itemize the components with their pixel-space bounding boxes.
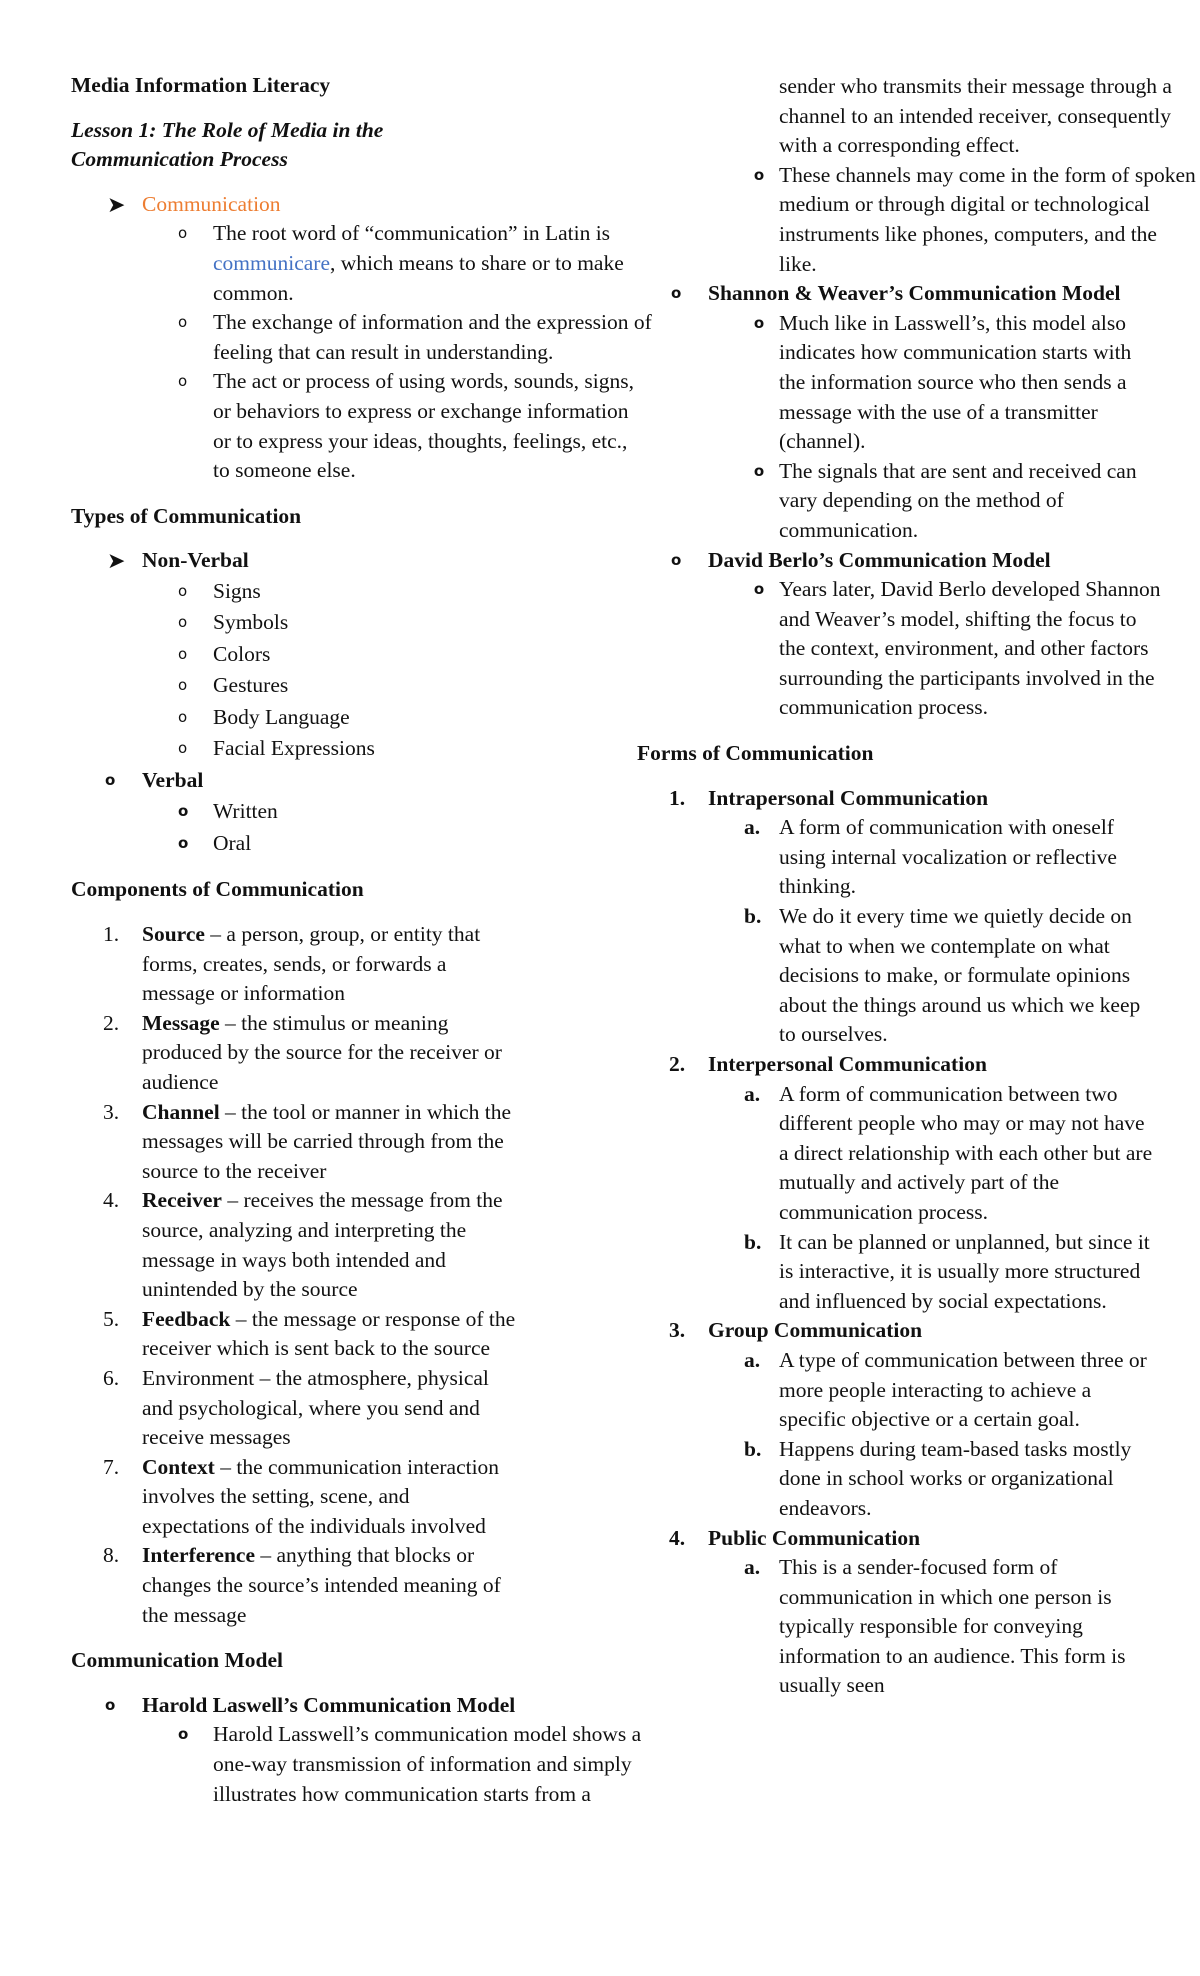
def2-text: The exchange of information and the expression of feeling that can result in understanding. (213, 310, 652, 364)
verbal-label: Verbal (142, 767, 204, 792)
component-desc: – a person, group, or entity that forms, creates, sends, or forwards a message or information (142, 922, 481, 1006)
circle-bullet-icon: o (178, 613, 188, 632)
circle-bullet-icon: o (753, 313, 765, 332)
component-term: Source (142, 922, 205, 946)
component-item (71, 1364, 522, 1453)
form-subitem-letter: a. (744, 815, 761, 840)
component-number: 4. (103, 1188, 120, 1213)
component-number: 5. (103, 1306, 120, 1331)
form-subitem-text: It can be planned or unplanned, but since it is interactive, it is usually more structured and influenced by social expectations. (779, 1229, 1150, 1313)
laswell-text-1-cont-body: sender who transmits their message through a channel to an intended receiver, consequently with a corresponding effect. (779, 74, 1172, 158)
component-item (71, 1186, 522, 1304)
form-subitem-text: A form of communication with oneself using internal vocalization or reflective thinking. (779, 815, 1117, 899)
component-desc: – the communication interaction involves the setting, scene, and expectations of the individuals involved (142, 1454, 500, 1538)
form-subitem (637, 902, 1159, 1050)
form-subitem-text: A form of communication between two different people who may or may not have a direct relationship with each other but are mutually and actively part of the communication process. (779, 1081, 1153, 1224)
communication-def-1 (71, 219, 653, 308)
component-desc: – receives the message from the source, analyzing and interpreting the message in ways both intended and unintended by the source (142, 1188, 503, 1302)
nonverbal-bullet (71, 546, 591, 576)
shannon-bullet (637, 279, 1128, 309)
form-label: Interpersonal Communication (708, 1052, 987, 1076)
shannon-text-1 (637, 309, 1159, 457)
berlo-label: David Berlo’s Communication Model (708, 547, 1051, 572)
circle-bullet-icon: o (178, 581, 188, 600)
component-item (71, 1009, 522, 1098)
circle-bullet-icon: o (178, 313, 188, 332)
document-title: Media Information Literacy (71, 73, 331, 97)
component-desc: – the tool or manner in which the messages will be carried through from the source to the receiver (142, 1099, 512, 1183)
laswell-text-2 (637, 161, 1199, 279)
communication-def-3 (71, 367, 643, 485)
laswell-text-1-cont (637, 72, 1199, 161)
component-number: 3. (103, 1099, 120, 1124)
form-number: 4. (669, 1525, 686, 1550)
model-heading: Communication Model (71, 1648, 284, 1673)
list-item (71, 733, 591, 765)
arrowhead-bullet-icon: ➤ (107, 548, 126, 574)
form-number: 1. (669, 785, 686, 810)
shannon-label: Shannon & Weaver’s Communication Model (708, 281, 1121, 306)
form-number: 2. (669, 1052, 686, 1076)
list-item (71, 796, 591, 828)
form-label: Intrapersonal Communication (708, 785, 989, 810)
form-subitem (637, 1346, 1159, 1435)
components-list (71, 920, 591, 1630)
component-desc: Environment – the atmosphere, physical and psychological, where you send and receive messages (142, 1365, 489, 1450)
component-term: Message (142, 1010, 220, 1035)
list-item-label: Signs (213, 578, 261, 603)
def1-text-a: The root word of “communication” in Latin is (213, 221, 611, 246)
form-subitem-text: This is a sender-focused form of communication in which one person is typically responsible for conveying information to an audience. This form is usually seen (779, 1555, 1126, 1698)
form-subitem-letter: b. (744, 1229, 762, 1254)
component-number: 6. (103, 1365, 120, 1390)
component-desc: – the message or response of the receiver which is sent back to the source (142, 1306, 516, 1361)
component-number: 7. (103, 1454, 120, 1479)
forms-list (637, 784, 1157, 1701)
form-item (637, 784, 1157, 814)
form-subitem-letter: a. (744, 1555, 761, 1580)
circle-bullet-icon: o (178, 802, 189, 821)
def3-text: The act or process of using words, sounds, signs, or behaviors to express or exchange information or to express your ideas, thoughts, feelings, etc., to someone else. (213, 369, 634, 483)
component-item (71, 920, 522, 1009)
laswell-bullet (71, 1691, 591, 1721)
shannon-text-2-body: The signals that are sent and received can vary depending on the method of communication. (779, 458, 1137, 542)
form-number: 3. (669, 1318, 686, 1343)
form-subitem-letter: b. (744, 1436, 762, 1461)
form-subitem-text: We do it every time we quietly decide on what to when we contemplate on what decisions to make, or formulate opinions about the things around us which we keep to ourselves. (779, 904, 1141, 1047)
form-subitem (637, 1435, 1159, 1524)
latin-word: communicare (213, 250, 331, 275)
shannon-text-2 (637, 457, 1159, 546)
circle-bullet-icon: o (753, 580, 765, 599)
berlo-text-1 (637, 575, 1164, 723)
list-item-label: Gestures (213, 673, 289, 698)
berlo-bullet (637, 546, 1157, 576)
circle-bullet-icon: o (178, 739, 188, 758)
circle-bullet-icon: o (178, 644, 188, 663)
form-subitem (637, 1228, 1159, 1317)
list-item (71, 670, 591, 702)
list-item-label: Colors (213, 641, 271, 666)
form-label: Public Communication (708, 1525, 921, 1550)
circle-bullet-icon: o (178, 224, 188, 243)
form-subitem-text: A type of communication between three or more people interacting to achieve a specific objective or a certain goal. (779, 1347, 1147, 1432)
circle-bullet-icon: o (178, 372, 188, 391)
form-subitem (637, 1080, 1159, 1228)
form-subitem-letter: a. (744, 1347, 761, 1372)
list-item (71, 828, 591, 860)
list-item-label: Body Language (213, 704, 350, 729)
forms-heading: Forms of Communication (637, 741, 874, 766)
types-heading: Types of Communication (71, 503, 302, 528)
circle-bullet-icon: o (178, 707, 188, 726)
form-subitem (637, 1553, 1159, 1701)
list-item (71, 576, 591, 608)
laswell-label: Harold Laswell’s Communication Model (142, 1692, 516, 1717)
component-term: Context (142, 1454, 215, 1479)
communication-label: Communication (142, 191, 281, 216)
component-term: Interference (142, 1543, 256, 1568)
circle-bullet-icon: o (753, 461, 765, 480)
circle-bullet-icon: o (671, 284, 682, 303)
list-item-label: Oral (213, 830, 252, 855)
verbal-list (71, 796, 591, 859)
component-number: 2. (103, 1010, 120, 1035)
communication-bullet (71, 190, 591, 220)
shannon-text-1-body: Much like in Lasswell’s, this model also indicates how communication starts with the information source who then sends a message with the use of a transmitter (channel). (779, 310, 1132, 454)
arrowhead-bullet-icon: ➤ (107, 191, 126, 217)
laswell-text-2-body: These channels may come in the form of spoken medium or through digital or technological instruments like phones, computers, and the like. (779, 162, 1196, 276)
laswell-text-1-body: Harold Lasswell’s communication model shows a one-way transmission of information and simply illustrates how communication starts from a (213, 1722, 642, 1806)
verbal-bullet (71, 765, 591, 797)
component-item (71, 1098, 522, 1187)
form-label: Group Communication (708, 1318, 923, 1343)
form-item (637, 1316, 1157, 1346)
list-item-label: Facial Expressions (213, 736, 375, 761)
circle-bullet-icon: o (105, 1695, 116, 1714)
components-heading: Components of Communication (71, 877, 364, 902)
component-term: Feedback (142, 1306, 231, 1331)
component-desc: – the stimulus or meaning produced by the source for the receiver or audience (142, 1010, 502, 1094)
component-term: Channel (142, 1099, 220, 1124)
berlo-text-1-body: Years later, David Berlo developed Shannon and Weaver’s model, shifting the focus to the context, environment, and other factors surrounding the participants involved in the communication process. (779, 577, 1161, 720)
circle-bullet-icon: o (178, 833, 189, 852)
list-item-label: Symbols (213, 610, 289, 635)
circle-bullet-icon: o (178, 1725, 189, 1744)
form-subitem-text: Happens during team-based tasks mostly done in school works or organizational endeavors. (779, 1436, 1132, 1520)
form-item (637, 1524, 1157, 1554)
def1-text-c: , which means to share or to make common. (213, 250, 624, 305)
circle-bullet-icon: o (178, 676, 188, 695)
circle-bullet-icon: o (671, 550, 682, 569)
communication-def-2 (71, 308, 653, 367)
component-item (71, 1305, 522, 1364)
lesson-title: Lesson 1: The Role of Media in the Communication Process (71, 117, 384, 172)
list-item (71, 639, 591, 671)
form-subitem-letter: a. (744, 1081, 761, 1106)
list-item (71, 607, 591, 639)
component-number: 8. (103, 1543, 120, 1568)
form-subitem (637, 813, 1159, 902)
laswell-text-1 (71, 1720, 643, 1809)
right-column (637, 72, 1196, 1701)
list-item-label: Written (213, 799, 278, 824)
left-column (71, 71, 652, 1809)
form-item (637, 1050, 1157, 1080)
list-item (71, 702, 591, 734)
component-item (71, 1541, 522, 1630)
component-desc: – anything that blocks or changes the source’s intended meaning of the message (142, 1543, 501, 1627)
nonverbal-list (71, 576, 591, 765)
form-subitem-letter: b. (744, 904, 762, 929)
nonverbal-label: Non-Verbal (142, 548, 249, 573)
component-item (71, 1453, 522, 1542)
circle-bullet-icon: o (753, 165, 765, 184)
circle-bullet-icon: o (105, 770, 116, 789)
component-number: 1. (103, 922, 120, 946)
component-term: Receiver (142, 1188, 222, 1213)
